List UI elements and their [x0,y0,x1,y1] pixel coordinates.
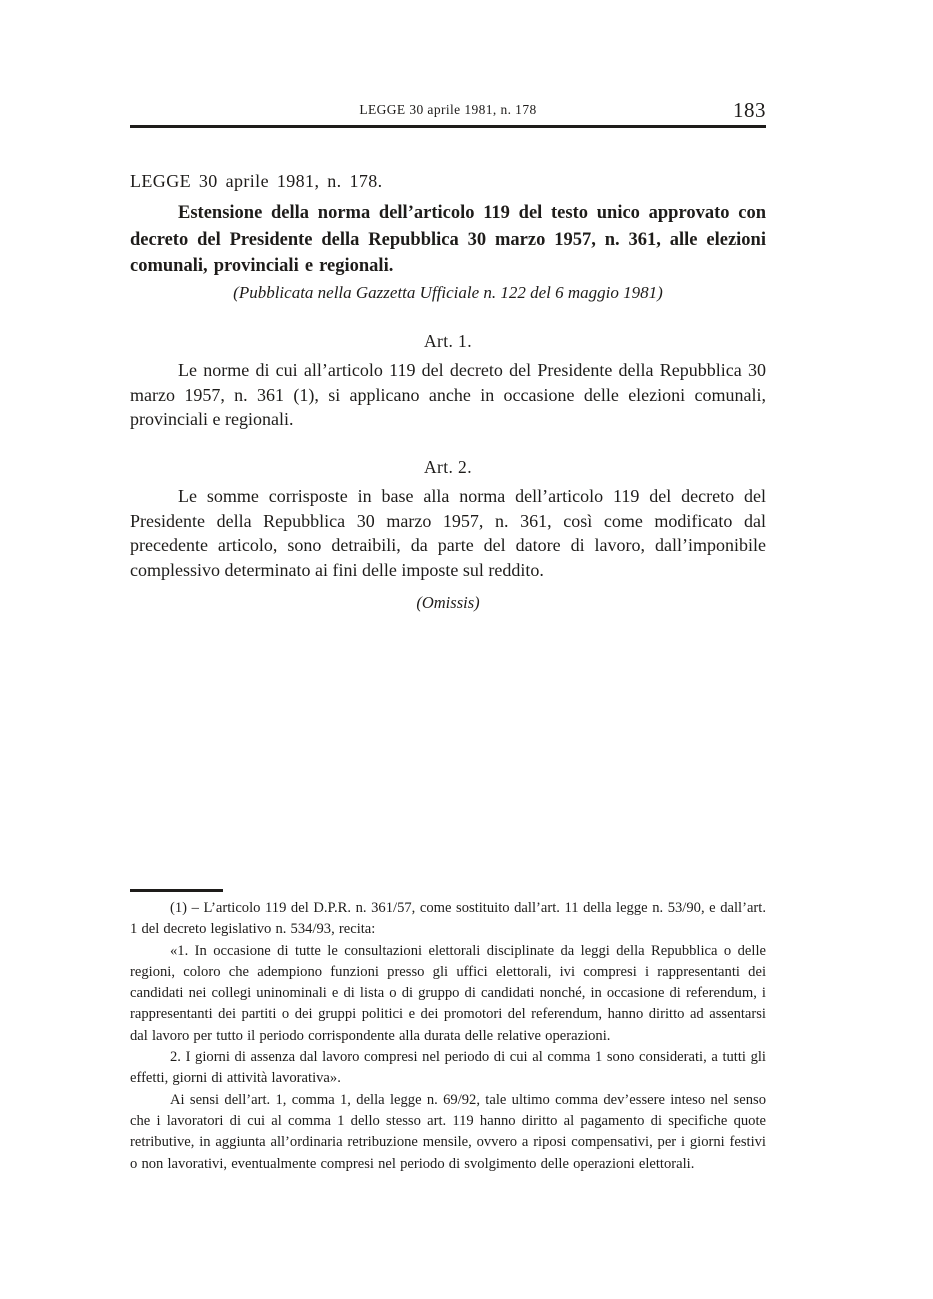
footnote-separator-rule [130,889,223,892]
footnote-paragraph-1: (1) – L’articolo 119 del D.P.R. n. 361/57, come sostituito dall’art. 11 della legge n. 53/90, e dall’art. 1 del decreto legislativo n. 534/93, recita: [130,900,766,938]
article-2-body: Le somme corrisposte in base alla norma dell’articolo 119 del decreto del Presidente della Repubblica 30 marzo 1957, n. 361, così come modificato dal precedente articolo, sono detraibili, da parte del datore di lavoro, dall’imponibile complessivo determinato ai fini delle imposte sul reddito. [130,486,766,580]
law-title: LEGGE 30 aprile 1981, n. 178. [130,171,383,191]
article-2-heading: Art. 2. [423,457,472,477]
law-subject: Estensione della norma dell’articolo 119 del testo unico approvato con decreto del Presidente della Repubblica 30 marzo 1957, n. 361, alle elezioni comunali, provinciali e regionali. [130,203,766,276]
footnote-paragraph-4: Ai sensi dell’art. 1, comma 1, della legge n. 69/92, tale ultimo comma dev’essere inteso nel senso che i lavoratori di cui al comma 1 dello stesso art. 119 hanno diritto al pagamento di specifiche quote retributive, in aggiunta all’ordinaria retribuzione mensile, ovvero a riposi compensativi, per i giorni festivi o non lavorativi, eventualmente compresi nel periodo di svolgimento delle operazioni elettorali. [130,1091,766,1172]
footnote-paragraph-2: «1. In occasione di tutte le consultazioni elettorali disciplinate da leggi della Repubblica o delle regioni, coloro che adempiono funzioni presso gli uffici elettorali, ivi compresi i rappresentanti dei candidati nei collegi uninominali e di lista o di gruppo di candidati nonché, in occasione di referendum, i rappresentanti dei partiti o dei gruppi politici e dei promotori del referendum, hanno diritto ad assentarsi dal lavoro per tutto il periodo corrispondente alla durata delle relative operazioni. [130,942,766,1044]
footnote-paragraph-3: 2. I giorni di assenza dal lavoro compresi nel periodo di cui al comma 1 sono considerati, a tutti gli effetti, giorni di attività lavorativa». [130,1049,766,1087]
footnote-block [130,898,766,1175]
page-number: 183 [733,98,766,122]
publication-note: (Pubblicata nella Gazzetta Ufficiale n. 122 del 6 maggio 1981) [233,283,663,302]
article-1-heading: Art. 1. [423,331,472,351]
running-head [130,92,766,128]
omissis-note: (Omissis) [416,593,480,612]
article-1-body: Le norme di cui all’articolo 119 del decreto del Presidente della Repubblica 30 marzo 1957, n. 361 (1), si applicano anche in occasione delle elezioni comunali, provinciali e regionali. [130,360,766,429]
running-head-title: LEGGE 30 aprile 1981, n. 178 [359,102,537,117]
